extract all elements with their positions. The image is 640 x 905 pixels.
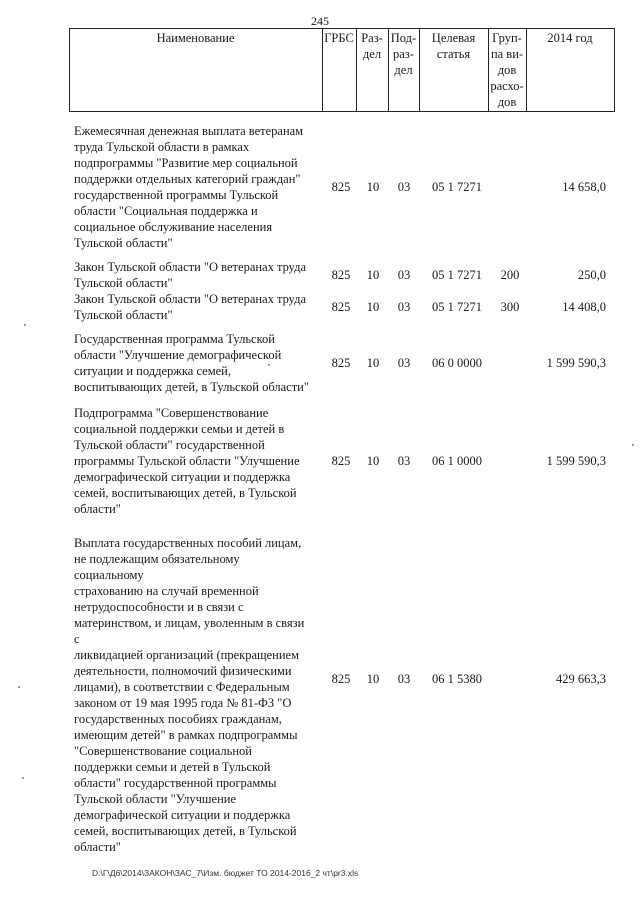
page-number: 245 bbox=[311, 14, 329, 28]
row-sum: 1 599 590,3 bbox=[546, 454, 606, 468]
row-grbs: 825 bbox=[331, 356, 351, 370]
row-celevaya: 05 1 7271 bbox=[432, 300, 482, 314]
row-celevaya: 05 1 7271 bbox=[432, 268, 482, 282]
row-sum: 1 599 590,3 bbox=[546, 356, 606, 370]
row-name: Подпрограмма "Совершенствование социальной поддержки семьи и детей в Тульской области" государственной программы Тульской области "Улучшение демографической ситуации и поддержка семей, воспитывающих детей, в Тульской области" bbox=[74, 406, 300, 516]
header-grbs: ГРБС bbox=[324, 31, 354, 45]
row-celevaya: 06 1 0000 bbox=[432, 454, 482, 468]
row-grbs: 825 bbox=[331, 268, 351, 282]
row-podrazdel: 03 bbox=[397, 356, 411, 370]
header-bottom-border bbox=[69, 111, 615, 112]
row-gruppa: 200 bbox=[500, 268, 520, 282]
scan-speck bbox=[268, 364, 270, 366]
header-razdel: Раз- дел bbox=[361, 31, 383, 61]
header-year: 2014 год bbox=[547, 31, 593, 45]
row-celevaya: 06 0 0000 bbox=[432, 356, 482, 370]
row-razdel: 10 bbox=[366, 300, 380, 314]
row-razdel: 10 bbox=[366, 268, 380, 282]
header-celevaya-statya: Целевая статья bbox=[431, 31, 476, 61]
row-podrazdel: 03 bbox=[397, 672, 411, 686]
file-path-footer: D:\Г\Д6\2014\ЗАКОН\ЗАС_7\Изм. бюджет ТО 2014-2016_2 чт\pr3.xls bbox=[92, 868, 359, 878]
row-podrazdel: 03 bbox=[397, 268, 411, 282]
row-sum: 14 408,0 bbox=[562, 300, 606, 314]
header-top-border bbox=[69, 28, 615, 29]
header-gruppa-vidov-rashodov: Груп- па ви- дов расхо- дов bbox=[490, 31, 524, 109]
scan-speck bbox=[18, 686, 20, 688]
row-sum: 250,0 bbox=[577, 268, 606, 282]
row-podrazdel: 03 bbox=[397, 300, 411, 314]
row-name: Ежемесячная денежная выплата ветеранам труда Тульской области в рамках подпрограммы "Развитие мер социальной поддержки отдельных категорий граждан" государственной программы Тульской области "Социальная поддержка и социальное обслуживание населения Тульской области" bbox=[74, 124, 304, 250]
scan-speck bbox=[22, 777, 24, 779]
row-razdel: 10 bbox=[366, 672, 380, 686]
row-podrazdel: 03 bbox=[397, 180, 411, 194]
row-name: Государственная программа Тульской области "Улучшение демографической ситуации и поддержка семей, воспитывающих детей, в Тульской области" bbox=[74, 332, 309, 394]
row-sum: 429 663,3 bbox=[556, 672, 606, 686]
row-celevaya: 06 1 5380 bbox=[432, 672, 482, 686]
column-divider bbox=[614, 28, 615, 111]
row-sum: 14 658,0 bbox=[562, 180, 606, 194]
row-razdel: 10 bbox=[366, 180, 380, 194]
row-celevaya: 05 1 7271 bbox=[432, 180, 482, 194]
scan-speck bbox=[632, 444, 634, 446]
row-grbs: 825 bbox=[331, 300, 351, 314]
scan-speck bbox=[24, 324, 26, 326]
header-podrazdel: Под- раз- дел bbox=[390, 31, 417, 77]
row-razdel: 10 bbox=[366, 356, 380, 370]
row-razdel: 10 bbox=[366, 454, 380, 468]
header-name: Наименование bbox=[156, 31, 235, 45]
row-podrazdel: 03 bbox=[397, 454, 411, 468]
row-name: Выплата государственных пособий лицам, не подлежащим обязательному социальному страхованию на случай временной нетрудоспособности и в связи с материнством, и лицам, уволенным в связи с ликвидацией организаций (прекращением деятельности, полномочий физическими лицами), в соответствии с Федеральным законом от 19 мая 1995 года № 81-ФЗ "О государственных пособиях гражданам, имеющим детей" в рамках подпрограммы "Совершенствование социальной поддержки семьи и детей в Тульской области" государственной программы Тульской области "Улучшение демографической ситуации и поддержка семей, воспитывающих детей, в Тульской области" bbox=[74, 536, 305, 854]
row-name: Закон Тульской области "О ветеранах труда Тульской области" bbox=[74, 292, 307, 322]
row-name: Закон Тульской области "О ветеранах труда Тульской области" bbox=[74, 260, 307, 290]
row-grbs: 825 bbox=[331, 672, 351, 686]
row-grbs: 825 bbox=[331, 454, 351, 468]
row-grbs: 825 bbox=[331, 180, 351, 194]
row-gruppa: 300 bbox=[500, 300, 520, 314]
